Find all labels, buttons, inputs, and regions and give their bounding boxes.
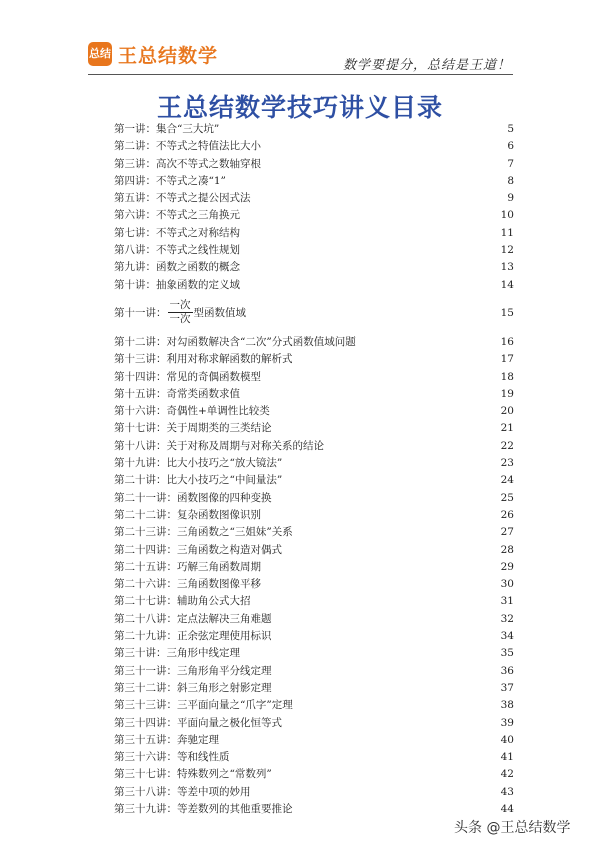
toc-lecture-number: 第十四讲： [114,370,167,383]
fraction-denominator: 一次 [169,312,191,325]
toc-entry-title: 不等式之提公因式法 [156,192,251,205]
toc-entry-title: 复杂函数图像识别 [177,508,261,521]
toc-page-number: 6 [507,140,514,153]
toc-lecture-number: 第十二讲： [114,335,167,348]
toc-lecture-number: 第三十四讲： [114,716,177,729]
toc-entry [114,766,514,783]
toc-entry-title: 集合“三大坑” [156,123,220,135]
toc-page-number: 26 [500,508,514,521]
toc-lecture-number: 第三十一讲： [114,664,177,677]
toc-entry-title: 不等式之线性规划 [156,244,240,257]
toc-lecture-number: 第八讲： [114,244,156,257]
toc-entry [114,351,514,368]
toc-entry-title: 不等式之特值法比大小 [156,140,261,153]
toc-lecture-number: 第一讲： [114,123,156,135]
toc-entry [114,628,514,645]
toc-page-number: 21 [500,422,514,435]
toc-page-number: 44 [500,802,514,815]
toc-page-number: 16 [500,335,514,348]
toc-entry-title: 定点法解决三角难题 [177,612,272,625]
toc-entry [114,593,514,610]
toc-page-number: 35 [500,647,514,660]
toc-lecture-number: 第十六讲： [114,405,167,418]
toc-entry [114,472,514,489]
toc-entry [114,542,514,559]
toc-page-number: 32 [500,612,514,625]
toc-entry [114,663,514,680]
toc-lecture-number: 第十八讲： [114,439,167,452]
toc-entry [114,680,514,697]
toc-entry [114,242,514,259]
toc-entry-title: 巧解三角函数周期 [177,560,261,573]
toc-lecture-number: 第五讲： [114,192,156,205]
toc-lecture-number: 第十讲： [114,278,156,291]
page-header [88,40,513,78]
toc-lecture-number: 第三十五讲： [114,733,177,746]
toc-entry-title: 三角形中线定理 [166,647,240,660]
toc-entry-title: 型函数值域 [193,306,246,319]
toc-lecture-number: 第二十二讲： [114,508,177,521]
toc-entry [114,190,514,207]
toc-lecture-number: 第二十四讲： [114,543,177,556]
toc-entry-title: 利用对称求解函数的解析式 [166,353,293,366]
toc-lecture-number: 第三讲： [114,157,156,170]
fraction-numerator: 一次 [169,298,191,311]
toc-lecture-number: 第二十九讲： [114,630,177,643]
toc-lecture-number: 第二十五讲： [114,560,177,573]
toc-entry [114,490,514,507]
toc-entry-title: 辅助角公式大招 [177,595,251,608]
toc-entry-title: 高次不等式之数轴穿根 [156,157,261,170]
toc-lecture-number: 第三十九讲： [114,802,177,815]
toc-page-number: 9 [507,192,514,205]
toc-entry-title: 不等式之对称结构 [156,226,240,239]
toc-lecture-number: 第二讲： [114,140,156,153]
toc-entry [114,277,514,294]
toc-entry [114,369,514,386]
toc-entry [114,576,514,593]
toc-page-number: 22 [500,439,514,452]
toc-entry [114,611,514,628]
toc-entry [114,207,514,224]
toc-entry-title: 三角形角平分线定理 [177,664,272,677]
toc-entry [114,173,514,190]
toc-page-number: 7 [507,157,514,170]
toc-lecture-number: 第十七讲： [114,422,167,435]
toc-page-number: 12 [500,244,514,257]
toc-lecture-number: 第二十八讲： [114,612,177,625]
toc-lecture-number: 第二十一讲： [114,491,177,504]
toc-lecture-number: 第九讲： [114,261,156,274]
toc-page-number: 28 [500,543,514,556]
toc-entry [114,559,514,576]
toc-page-number: 43 [500,785,514,798]
toc-entry [114,259,514,276]
toc-page-number: 27 [500,526,514,539]
toc-entry [114,386,514,403]
toc-lecture-number: 第七讲： [114,226,156,239]
toc-entry [114,801,514,818]
toc-page-number: 20 [500,405,514,418]
toc-page-number: 14 [500,278,514,291]
toc-page-number: 25 [500,491,514,504]
toc-entry-title: 斜三角形之射影定理 [177,681,272,694]
toc-entry [114,156,514,173]
toc-page-number: 29 [500,560,514,573]
toc-page-number: 34 [500,630,514,643]
toc-page-number: 30 [500,578,514,591]
toc-entry-title: 抽象函数的定义域 [156,278,240,291]
toc-entry [114,784,514,801]
toc-lecture-number: 第十五讲： [114,387,167,400]
toc-entry-title: 奇常类函数求值 [166,387,240,400]
toc-lecture-number: 第十九讲： [114,457,167,470]
toc-entry [114,225,514,242]
toc-page-number: 31 [500,595,514,608]
toc-page-number: 38 [500,699,514,712]
toc-page-number: 40 [500,733,514,746]
brand-name: 王总结数学 [118,45,219,67]
toc-entry [114,524,514,541]
toc-entry [114,334,514,351]
toc-entry-title: 等和线性质 [177,751,230,764]
toc-page-number: 10 [500,209,514,222]
toc-entry-title: 常见的奇偶函数模型 [166,370,261,383]
toc-lecture-number: 第三十二讲： [114,681,177,694]
toc-entry-title: 对勾函数解决含“二次”分式函数值域问题 [166,335,356,348]
toc-entry-title: 关于对称及周期与对称关系的结论 [166,439,324,452]
fraction [168,299,193,326]
toc-lecture-number: 第六讲： [114,209,156,222]
toc-page-number: 23 [500,457,514,470]
toc-lecture-number: 第二十七讲： [114,595,177,608]
toc-page-number: 41 [500,751,514,764]
toc-entry-title: 正余弦定理使用标识 [177,630,272,643]
toc-lecture-number: 第四讲： [114,174,156,187]
toc-entry [114,507,514,524]
page-title: 王总结数学技巧讲义目录 [156,93,443,122]
toc-lecture-number: 第十三讲： [114,353,167,366]
toc-lecture-number: 第三十讲： [114,647,167,660]
toc-entry-title: 三平面向量之“爪字”定理 [177,699,293,712]
toc-entry [114,697,514,714]
toc-lecture-number: 第三十三讲： [114,699,177,712]
toc-entry-title: 比大小技巧之“放大镜法” [166,457,283,470]
toc-entry [114,403,514,420]
header-divider [88,74,513,75]
toc-page-number: 15 [500,306,514,319]
toc-entry [114,732,514,749]
toc-entry-title: 特殊数列之“常数列” [177,768,272,781]
toc-page-number: 13 [500,261,514,274]
toc-page-number: 11 [500,226,514,239]
table-of-contents [114,121,514,818]
toc-entry-title: 函数图像的四种变换 [177,491,272,504]
toc-entry-title: 等差数列的其他重要推论 [177,802,293,815]
toc-page-number: 17 [500,353,514,366]
toc-lecture-number: 第三十八讲： [114,785,177,798]
toc-lecture-number: 第二十三讲： [114,526,177,539]
footer-watermark: 头条 @王总结数学 [454,820,571,836]
toc-entry-title: 比大小技巧之“中间量法” [166,474,283,487]
toc-entry-title: 不等式之三角换元 [156,209,240,222]
toc-lecture-number: 第二十讲： [114,474,167,487]
toc-entry-title: 平面向量之极化恒等式 [177,716,282,729]
toc-page-number: 18 [500,370,514,383]
toc-entry-title: 等差中项的妙用 [177,785,251,798]
toc-page-number: 5 [507,123,514,135]
toc-entry [114,645,514,662]
toc-entry-title: 三角函数之“三姐妹”关系 [177,526,293,539]
toc-entry [114,455,514,472]
toc-page-number: 42 [500,768,514,781]
toc-entry [114,138,514,155]
toc-page-number: 24 [500,474,514,487]
toc-entry-title: 函数之函数的概念 [156,261,240,274]
toc-entry-title: 三角函数图像平移 [177,578,261,591]
toc-lecture-number: 第三十六讲： [114,751,177,764]
toc-entry [114,438,514,455]
toc-entry [114,299,514,329]
toc-page-number: 37 [500,681,514,694]
toc-page-number: 36 [500,664,514,677]
toc-entry-title: 奔驰定理 [177,733,219,746]
header-motto: 数学要提分，总结是王道！ [342,58,511,73]
toc-lecture-number: 第十一讲： [114,306,167,319]
toc-entry [114,121,514,138]
toc-entry-title: 三角函数之构造对偶式 [177,543,282,556]
toc-page-number: 39 [500,716,514,729]
toc-page-number: 19 [500,387,514,400]
toc-entry [114,420,514,437]
toc-page-number: 8 [507,174,514,187]
logo-icon: 总结 [88,42,112,66]
toc-lecture-number: 第二十六讲： [114,578,177,591]
toc-entry-title: 关于周期类的三类结论 [166,422,272,435]
toc-entry [114,715,514,732]
toc-entry-title: 奇偶性+单调性比较类 [166,405,270,418]
toc-lecture-number: 第三十七讲： [114,768,177,781]
toc-entry [114,749,514,766]
toc-entry-title: 不等式之凑“1” [156,174,226,187]
